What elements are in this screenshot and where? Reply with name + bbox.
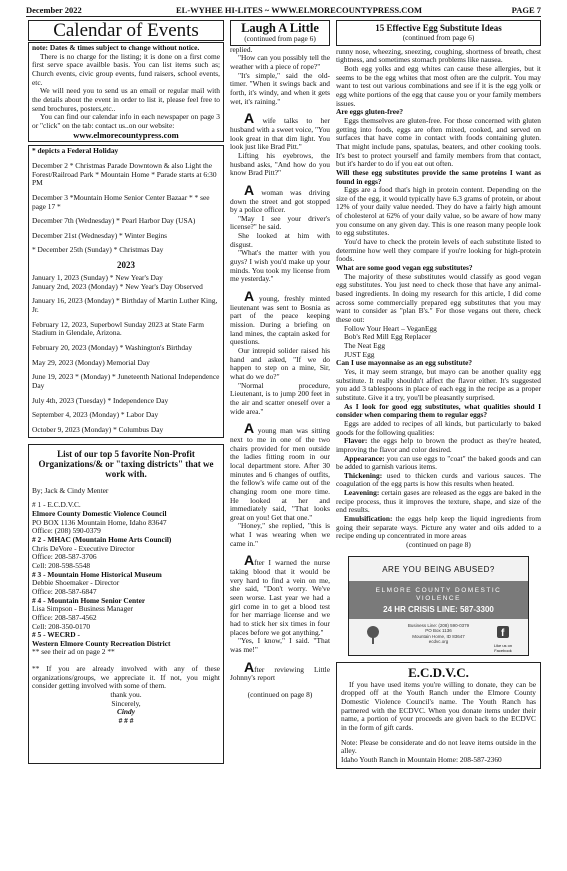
laugh-para: "How can you possibly tell the weather with a piece of rope?": [230, 53, 330, 71]
quality-thickening: Thickening: used to thicken curds and various sauces. The coagulation of the egg parts is how this results when heated.: [336, 470, 541, 489]
ad-small: Mountain Home, ID 83647: [412, 633, 465, 639]
quality-appearance: Appearance: you can use eggs to "coat" the baked goods and can be added to garnish various items.: [336, 453, 541, 472]
event-item: January 1, 2023 (Sunday) * New Year's Day: [32, 273, 163, 283]
org-number: # 3 - Mountain Home Historical Museum: [32, 569, 162, 579]
ad-crisis-line: 24 HR CRISIS LINE: 587-3300: [383, 604, 494, 614]
laugh-header: [230, 20, 330, 46]
org-office: Office: 208-587-3706: [32, 552, 97, 562]
website-link[interactable]: www.elmorecountypress.com: [73, 129, 179, 140]
egg-column: [336, 20, 541, 855]
egg-header: [336, 20, 541, 46]
event-item: September 4, 2023 (Monday) * Labor Day: [32, 410, 159, 420]
header-date: December 2022: [26, 5, 82, 15]
events-2023: [32, 274, 220, 435]
drop-cap: A: [244, 181, 255, 198]
quality-emulsification: Emulsification: the eggs help keep the liquid ingredients from going their separate ways. Picture any water and oils added to a recipe ending up concentrated in more areas: [336, 514, 541, 541]
facebook-icon: [492, 625, 514, 653]
events-2022: [32, 162, 220, 255]
drop-cap: A: [244, 420, 255, 437]
egg-para: You'd have to check the protein levels of each substitute listed to determine how well they compare if you're looking for high-protein foods.: [336, 237, 541, 264]
tree-icon: [363, 625, 383, 645]
event-item: January 16, 2023 (Monday) * Birthday of Martin Luther King, Jr.: [32, 296, 218, 315]
quality-leavening: Leavening: certain gases are released as the eggs are baked in the recipe process, thus it improves the texture, shape, and size of the end results.: [336, 488, 541, 515]
event-item: July 4th, 2023 (Tuesday) * Independence Day: [32, 395, 169, 405]
ad-small: ecdvc.org: [428, 639, 449, 645]
org-number: # 5 - WECRD -: [32, 630, 80, 640]
event-item: February 12, 2023, Superbowl Sunday 2023 at State Farm Stadium in Glendale, Arizona.: [32, 319, 205, 338]
drop-cap: A: [244, 110, 255, 127]
nonprofit-byline: By; Jack & Cindy Menter: [32, 485, 109, 495]
calendar-note-lead: note: Dates & times subject to change without notice.: [32, 43, 200, 52]
org-name: Western Elmore County Recreation District: [32, 638, 171, 648]
ad-band: [349, 581, 528, 619]
closing-sincerely: Sincerely,: [111, 698, 141, 708]
nonprofit-box: [28, 444, 224, 764]
org-number: # 1 - E.C.D.V.C.: [32, 500, 81, 510]
vegan-list: [336, 325, 541, 360]
egg-para: Eggs are added to recipes of all kinds, but particularly to baked goods for the following qualities:: [336, 418, 541, 437]
event-item: January 2nd, 2023 (Monday) * New Year's Day Observed: [32, 281, 203, 291]
drop-cap: A: [244, 552, 255, 569]
egg-heading: Can I use mayonnaise as an egg substitute?: [336, 358, 473, 368]
calendar-column: [28, 20, 224, 855]
calendar-note-p2: We will need you to send us an email or regular mail with the details about the event in order to list it, please feel free to send brochures, posters,etc..: [32, 86, 220, 113]
list-item: Bob's Red Mill Egg Replacer: [344, 332, 431, 342]
drop-cap: A: [244, 658, 255, 675]
abuse-ad: [348, 556, 529, 656]
joke-3: A young, freshly minted lieutenant was sent to Bosnia as part of the peace keeping mission. During a briefing on land mines, the captain asked for questions.: [230, 288, 330, 347]
nonprofit-list: [32, 501, 220, 657]
event-item: October 9, 2023 (Monday) * Columbus Day: [32, 425, 164, 434]
event-item: December 21st (Wednesday) * Winter Begins: [32, 230, 168, 240]
joke-6: After reviewing Little Johnny's report: [230, 658, 330, 683]
org-office: Office: 208-587-4562: [32, 612, 97, 622]
closing-thanks: thank you.: [110, 690, 142, 700]
egg-heading: Are eggs gluten-free?: [336, 107, 404, 117]
list-item: JUST Egg: [344, 349, 375, 359]
events-box: [28, 145, 224, 437]
ecdvc-box: [336, 662, 541, 769]
page-header: [26, 5, 541, 17]
event-item: December 3 *Mountain Home Senior Center Bazaar * * see page 17 *: [32, 192, 210, 211]
org-address: PO BOX 1136 Mountain Home, Idaho 83647: [32, 517, 167, 527]
nonprofit-title: List of our top 5 favorite Non-Profit Organizations/& or "taxing districts" that we work with.: [38, 448, 214, 479]
org-person: Chris DeVore - Executive Director: [32, 543, 135, 553]
ecdvc-contact: Idaho Youth Ranch in Mountain Home: 208-587-2360: [341, 754, 502, 764]
facebook-label: Like us on Facebook: [493, 642, 513, 653]
laugh-title: Laugh A Little: [241, 21, 319, 35]
egg-continued: (continued from page 6): [402, 33, 475, 42]
egg-para: Both egg yolks and egg whites can cause these allergies, but it seems to be the egg whites that most often are the culprit. You may want to test out various combinations and see if it is the egg yolk or egg white portions of the egg that cause you or your family members issues.: [336, 63, 541, 108]
laugh-para: replied.: [230, 44, 253, 54]
org-number: # 2 - MHAC (Mountain Home Arts Council): [32, 534, 172, 544]
org-person: Lisa Simpson - Business Manager: [32, 604, 133, 614]
svg-text:f: f: [501, 627, 505, 638]
org-note: ** see their ad on page 2 **: [32, 647, 115, 657]
header-title: EL-WYHEE HI-LITES ~ WWW.ELMORECOUNTYPRESS.COM: [176, 5, 423, 15]
org-office: Office: (208) 590-0379: [32, 526, 101, 536]
end-mark: # # #: [118, 716, 134, 726]
joke-5: After I warned the nurse taking blood that it would be very hard to find a vein on me, she said, "Don't worry. We've seen worse. Last year we had a girl come in to get a blood test for her marriage license and we had to stick her six times in four places before we got anything.": [230, 552, 330, 637]
org-name: Elmore County Domestic Violence Council: [32, 508, 167, 518]
drop-cap: A: [244, 288, 255, 305]
egg-title: 15 Effective Egg Substitute Ideas: [375, 23, 502, 33]
federal-holiday-note: * depicts a Federal Holiday: [32, 146, 119, 156]
laugh-para: "It's simple," said the old-timer. "When it swings back and forth, it's windy, and when it gets wet, it's raining.": [230, 70, 330, 106]
org-office: Office: 208-587-6847: [32, 586, 97, 596]
calendar-note-body: There is no charge for the listing; it is done on a first come first serve space availble basis. You can list items such as; Church events, civic group events, fund raisers, school events, etc.: [32, 51, 220, 87]
ad-org-line2: VIOLENCE: [416, 594, 461, 602]
ecdvc-title: E.C.D.V.C.: [408, 664, 469, 680]
laugh-column: [230, 20, 330, 855]
egg-para: Eggs are a food that's high in protein content. Depending on the size of the egg, it would typically have 6.3 grams of protein, or about 12% of your daily value needed. They do have a fairly high amount of cholesterol at 62% of your daily value, so be aware of how many you consume on any given day. This is one reason many people look to egg substitutes.: [336, 185, 541, 238]
egg-para: The majority of these substitutes would classify as good vegan egg substitutes. You just need to check those that have any animal-based ingredients. In doing my research for this article, I did come across some commercially prepared egg substitutes that you may want to consider as "plan B's." For those vegans out there, check these out:: [336, 271, 541, 324]
org-cell: Cell: 208-598-5548: [32, 560, 91, 570]
laugh-continued: (continued from page 6): [244, 34, 316, 43]
egg-para: Yes, it may seem strange, but mayo can be another quality egg substitute. It really shouldn't affect the flavor either. It's suggested you add 3 tablespoons in place of each egg in the recipe as a proper substitute. Give it a try, you'll be pleasantly surprised.: [336, 366, 541, 402]
event-item: June 19, 2023 * (Monday) * Juneteenth National Independence Day: [32, 372, 220, 391]
joke-1: A wife talks to her husband with a sweet voice, "You look great in that dim light. You look just like Brad Pitt.": [230, 110, 330, 152]
ad-question: ARE YOU BEING ABUSED?: [382, 564, 495, 574]
calendar-note-p3: You can find our calendar info in each newspaper on page 3 or "click" on the tab: contact us..on our website:: [32, 112, 220, 130]
org-cell: Cell: 208-350-0170: [32, 621, 91, 631]
list-item: The Neat Egg: [344, 340, 386, 350]
egg-heading: What are some good vegan egg substitutes?: [336, 263, 473, 273]
joke-4: A young man was sitting next to me in one of the two chairs provided for men outside the ladies fitting room in our local department store. After 30 minutes and 6 changes of outfits, the fellow's wife came out of the changing room one more time. He looked at her and immediately said, "That looks great on you! Get that one.": [230, 420, 330, 522]
laugh-continued-next: (continued on page 8): [247, 689, 313, 699]
calendar-note-box: [28, 42, 224, 142]
egg-heading: Will these egg substitutes provide the same proteins I want as found in eggs?: [336, 167, 541, 186]
joke-5-cont: "Yes, I know," I said. "That was me!": [230, 636, 330, 654]
joke-3-cont: Our intrepid solider raised his hand and asked, "If we do happen to step on a mine, Sir, what do we do?": [230, 346, 330, 381]
ad-small: PO Box 1136: [425, 628, 452, 634]
nonprofit-closing: ** If you are already involved with any of these organizations/groups, we appreciate it. If not, you might consider getting involved with some of them.: [32, 664, 220, 691]
joke-3-cont: "Normal procedure, Lieutenant, is to jump 200 feet in the air and scatter oneself over a wide area.": [230, 380, 330, 416]
egg-continued-next: (continued on page 8): [406, 540, 471, 550]
ecdvc-note: Note: Please be considerate and do not leave items outside in the alley.: [341, 737, 536, 756]
egg-heading: As I look for good egg substitutes, what qualities should I consider when comparing them to regular eggs?: [336, 401, 541, 420]
ad-org-line1: ELMORE COUNTY DOMESTIC: [375, 586, 502, 594]
joke-1-cont: Lifting his eyebrows, the husband asks, "And how do you know Brad Pitt?": [230, 150, 330, 178]
ad-small: Business Line: (208) 590-0379: [407, 622, 470, 628]
joke-2-cont: "What's the matter with you guys? I wish you'd make up your minds. You took my license from me yesterday.": [230, 248, 330, 284]
event-item: February 20, 2023 (Monday) * Washington's Birthday: [32, 343, 193, 353]
event-item: May 29, 2023 (Monday) Memorial Day: [32, 357, 150, 367]
egg-para: Eggs themselves are gluten-free. For those concerned with gluten getting into foods, eggs are often mixed, cooked, and served on surfaces that have come in contact with foods containing gluten. That might include pans, spatulas, beaters, and other cooking tools. It's best to protect yourself and family members from that contact, but it's harder to do if you eat out often.: [336, 115, 541, 169]
joke-2: A woman was driving down the street and got stopped by a police officer.: [230, 181, 330, 215]
header-page-number: PAGE 7: [511, 5, 541, 15]
list-item: Follow Your Heart – VeganEgg: [344, 323, 437, 333]
joke-2-cont: She looked at him with disgust.: [230, 231, 330, 249]
joke-2-cont: "May I see your driver's license?" he said.: [230, 213, 330, 232]
ecdvc-para: If you have used items you're willing to donate, they can be dropped off at the Youth Ranch under the Elmore County Domestic Violence Council's name. The Youth Ranch has partnered with the ECDVC. When you donate items under their name, a portion of your proceeds are given back to the ECDVC in the form of gift cards.: [341, 679, 536, 732]
signature: Cindy: [116, 707, 136, 717]
event-item: December 7th (Wednesday) * Pearl Harbor Day (USA): [32, 216, 196, 226]
year-heading: 2023: [117, 260, 135, 271]
joke-4-cont: "Honey," she replied, "this is what I was wearing when we came in.": [230, 521, 330, 548]
org-number: # 4 - Mountain Home Senior Center: [32, 595, 146, 605]
quality-flavor: Flavor: the eggs help to brown the product as they're heated, improving the flavor and color desired.: [336, 436, 541, 454]
calendar-title: Calendar of Events: [28, 20, 224, 41]
org-person: Debbie Shoemaker - Director: [32, 578, 120, 588]
event-item: * December 25th (Sunday) * Christmas Day: [32, 245, 164, 255]
event-item: December 2 * Christmas Parade Downtown & also Light the Forest/Railroad Park * Mountain Home * Parade starts at 6:30 PM: [32, 160, 217, 188]
egg-para: runny nose, wheezing, sneezing, coughing, shortness of breath, chest tightness, and sometimes stomach problems like nausea.: [336, 46, 541, 65]
